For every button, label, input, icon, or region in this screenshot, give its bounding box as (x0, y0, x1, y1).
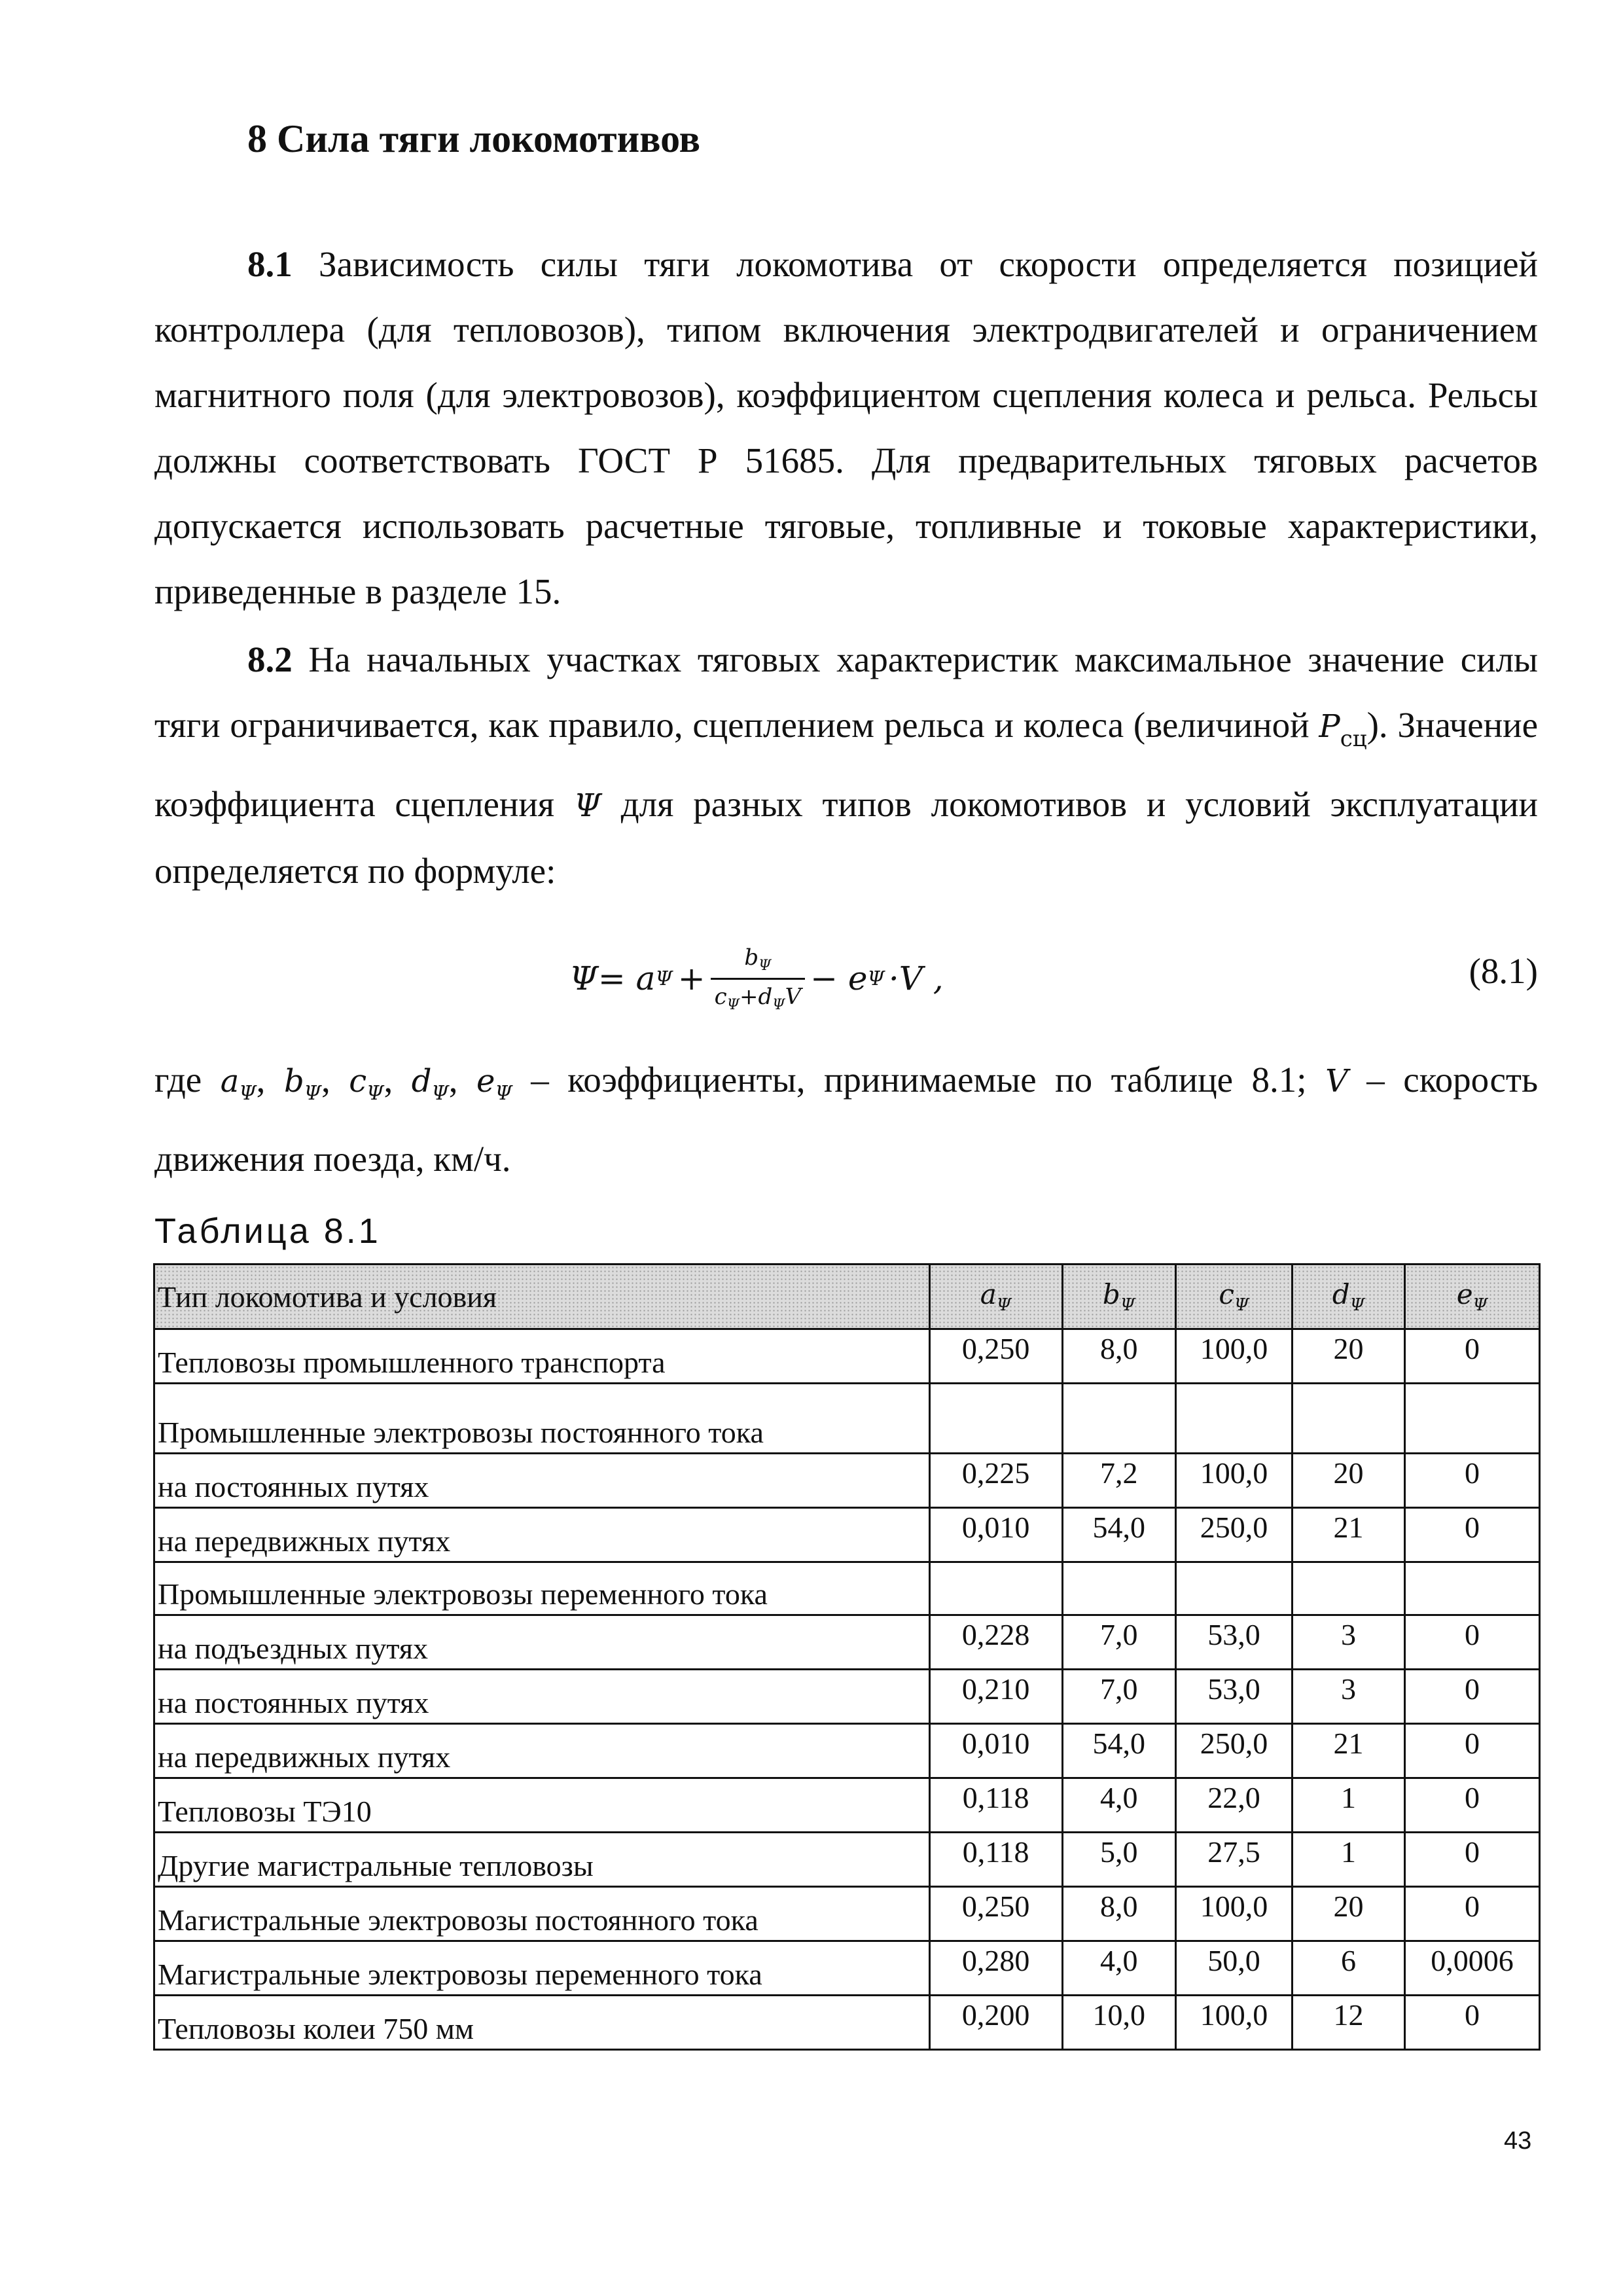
header-cell-type: Тип локомотива и условия (154, 1265, 930, 1329)
cell-b: 8,0 (1062, 1329, 1175, 1384)
header-cell-a: $a_\Psi$ (929, 1265, 1062, 1329)
cell-b: 5,0 (1062, 1833, 1175, 1887)
cell-c: 50,0 (1175, 1941, 1292, 1996)
cell-c: 100,0 (1175, 1887, 1292, 1941)
table-row (154, 1996, 1540, 2050)
cell-label: Другие магистральные тепловозы (154, 1833, 930, 1887)
coef-b: $b_\Psi$ (283, 1063, 321, 1105)
header-cell-d: $d_\Psi$ (1293, 1265, 1405, 1329)
cell-d: 21 (1293, 1724, 1405, 1778)
cell-e: 0,0006 (1405, 1941, 1540, 1996)
table-row (154, 1508, 1540, 1562)
cell-d: 3 (1293, 1615, 1405, 1670)
cell-d: 20 (1293, 1329, 1405, 1384)
cell-c: 100,0 (1175, 1996, 1292, 2050)
cell-label: Магистральные электровозы постоянного тока (154, 1887, 930, 1941)
cell-a: 0,200 (929, 1996, 1062, 2050)
cell-a (929, 1562, 1062, 1615)
table-row (154, 1887, 1540, 1941)
equation-number: (8.1) (1469, 951, 1538, 991)
cell-e: 0 (1405, 1724, 1540, 1778)
cell-label: на передвижных путях (154, 1508, 930, 1562)
cell-label: Тепловозы ТЭ10 (154, 1778, 930, 1833)
cell-d: 20 (1293, 1454, 1405, 1508)
cell-d (1293, 1562, 1405, 1615)
cell-b: 7,0 (1062, 1670, 1175, 1724)
paragraph-text: На начальных участках тяговых характеристик максимальное значение силы тяги ограничивается, как правило, сцеплением рельса и колеса (величиной (154, 639, 1538, 745)
formula-8-1: Ψ= a Ψ + $\frac{b_\Psi}{c_\Psi+d_\Psi V}$ − e Ψ ·V , (569, 944, 944, 1013)
cell-c: 100,0 (1175, 1454, 1292, 1508)
cell-a: 0,228 (929, 1615, 1062, 1670)
table-caption: Таблица 8.1 (154, 1211, 381, 1251)
cell-b: 54,0 (1062, 1508, 1175, 1562)
fraction-numerator: $b_\Psi$ (744, 944, 772, 974)
cell-c (1175, 1562, 1292, 1615)
cell-a: 0,210 (929, 1670, 1062, 1724)
cell-label: на подъездных путях (154, 1615, 930, 1670)
cell-e: 0 (1405, 1670, 1540, 1724)
cell-d: 1 (1293, 1778, 1405, 1833)
table-row (154, 1615, 1540, 1670)
cell-label: Магистральные электровозы переменного тока (154, 1941, 930, 1996)
paragraph-text: ). Значение коэффициента сцепления (154, 705, 1539, 824)
coef-d: $d_\Psi$ (411, 1063, 449, 1105)
cell-b: 7,2 (1062, 1454, 1175, 1508)
clause-number: 8.2 (247, 639, 293, 679)
cell-a: 0,250 (929, 1329, 1062, 1384)
header-cell-e: $e_\Psi$ (1405, 1265, 1540, 1329)
table-row (154, 1941, 1540, 1996)
cell-a: 0,280 (929, 1941, 1062, 1996)
adhesion-force-symbol: $P_{сц}$ (1319, 708, 1367, 752)
cell-d: 12 (1293, 1996, 1405, 2050)
cell-e: 0 (1405, 1508, 1540, 1562)
table-row (154, 1562, 1540, 1615)
cell-b: 8,0 (1062, 1887, 1175, 1941)
cell-e: 0 (1405, 1615, 1540, 1670)
cell-e: 0 (1405, 1454, 1540, 1508)
paragraph-text: Зависимость силы тяги локомотива от скорости определяется позицией контроллера (для тепловозов), типом включения электродвигателей и ограничением магнитного поля (для электровозов), коэффициентом сцепления колеса и рельса. Рельсы должны соответствовать ГОСТ Р 51685. Для предварительных тяговых расчетов допускается использовать расчетные тяговые, топливные и токовые характеристики, приведенные в разделе 15. (154, 244, 1538, 611)
cell-b: 4,0 (1062, 1778, 1175, 1833)
section-heading: 8 Сила тяги локомотивов (247, 117, 701, 160)
cell-c: 53,0 (1175, 1615, 1292, 1670)
cell-e: 0 (1405, 1887, 1540, 1941)
cell-e (1405, 1384, 1540, 1454)
paragraph-8-1 (154, 232, 1538, 624)
table-header-row (154, 1265, 1540, 1329)
cell-d: 20 (1293, 1887, 1405, 1941)
cell-d (1293, 1384, 1405, 1454)
table-row (154, 1724, 1540, 1778)
cell-c: 53,0 (1175, 1670, 1292, 1724)
cell-e: 0 (1405, 1833, 1540, 1887)
fraction-denominator: $c_\Psi+d_\Psi V$ (711, 978, 805, 1013)
table-row (154, 1778, 1540, 1833)
cell-c: 250,0 (1175, 1724, 1292, 1778)
cell-e: 0 (1405, 1996, 1540, 2050)
cell-b: 7,0 (1062, 1615, 1175, 1670)
cell-label: на постоянных путях (154, 1670, 930, 1724)
coef-a: $a_\Psi$ (220, 1063, 257, 1105)
cell-c (1175, 1384, 1292, 1454)
cell-a: 0,250 (929, 1887, 1062, 1941)
cell-c: 250,0 (1175, 1508, 1292, 1562)
cell-label: Тепловозы промышленного транспорта (154, 1329, 930, 1384)
cell-a: 0,225 (929, 1454, 1062, 1508)
cell-d: 21 (1293, 1508, 1405, 1562)
cell-label: Промышленные электровозы постоянного тока (154, 1384, 930, 1454)
header-cell-c: $c_\Psi$ (1175, 1265, 1292, 1329)
cell-label: Тепловозы колеи 750 мм (154, 1996, 930, 2050)
header-cell-b: $b_\Psi$ (1062, 1265, 1175, 1329)
cell-e: 0 (1405, 1778, 1540, 1833)
cell-b: 10,0 (1062, 1996, 1175, 2050)
psi-symbol: Ψ (573, 787, 601, 824)
cell-a: 0,010 (929, 1508, 1062, 1562)
coefficients-table (153, 1263, 1541, 2051)
table-row (154, 1329, 1540, 1384)
clause-number: 8.1 (247, 244, 293, 284)
cell-a: 0,118 (929, 1833, 1062, 1887)
cell-c: 22,0 (1175, 1778, 1292, 1833)
table-row (154, 1384, 1540, 1454)
coef-c: $c_\Psi$ (349, 1063, 384, 1105)
coef-e: $e_\Psi$ (476, 1063, 512, 1105)
cell-b (1062, 1384, 1175, 1454)
cell-d: 3 (1293, 1670, 1405, 1724)
cell-b: 4,0 (1062, 1941, 1175, 1996)
table-row (154, 1670, 1540, 1724)
cell-e: 0 (1405, 1329, 1540, 1384)
cell-c: 100,0 (1175, 1329, 1292, 1384)
cell-b (1062, 1562, 1175, 1615)
table-row (154, 1454, 1540, 1508)
cell-a: 0,010 (929, 1724, 1062, 1778)
cell-label: Промышленные электровозы переменного тока (154, 1562, 930, 1615)
table-row (154, 1833, 1540, 1887)
paragraph-8-2 (154, 627, 1538, 904)
cell-d: 1 (1293, 1833, 1405, 1887)
cell-c: 27,5 (1175, 1833, 1292, 1887)
cell-a: 0,118 (929, 1778, 1062, 1833)
page-number: 43 (1504, 2127, 1532, 2155)
cell-a (929, 1384, 1062, 1454)
cell-d: 6 (1293, 1941, 1405, 1996)
cell-e (1405, 1562, 1540, 1615)
formula-fraction (711, 944, 805, 1013)
cell-label: на постоянных путях (154, 1454, 930, 1508)
cell-b: 54,0 (1062, 1724, 1175, 1778)
speed-symbol: V (1325, 1063, 1348, 1100)
paragraph-text: для разных типов локомотивов и условий эксплуатации определяется по формуле: (154, 784, 1538, 891)
paragraph-where: где $a_\Psi$, $b_\Psi$, $c_\Psi$, $d_\Psi$, $e_\Psi$ – коэффициенты, принимаемые по таблице 8.1; V – скорость движения поезда, км/ч. (154, 1060, 1539, 1179)
cell-label: на передвижных путях (154, 1724, 930, 1778)
